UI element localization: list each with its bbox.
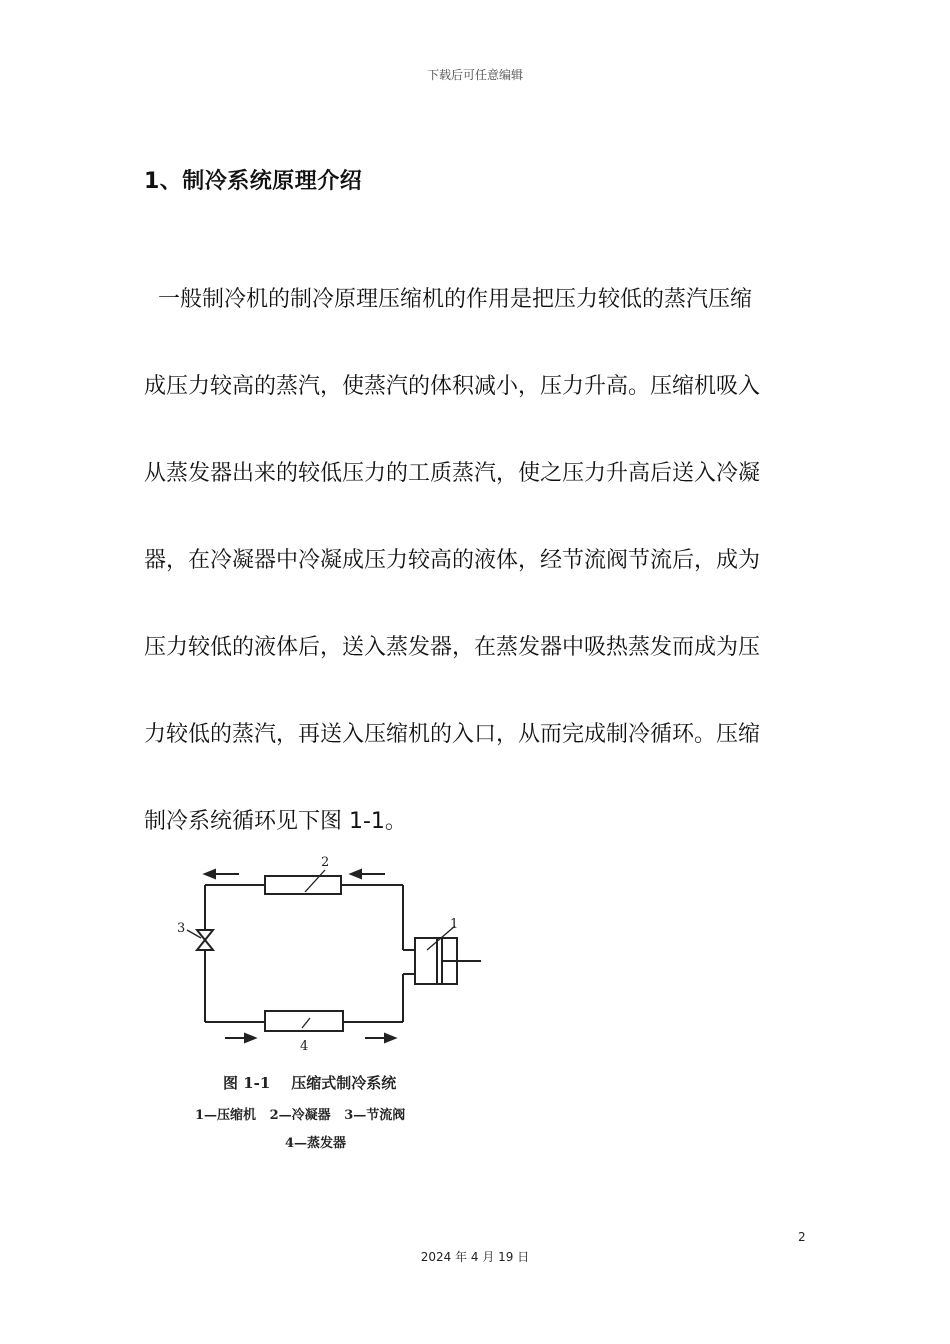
paragraph-line-5: 压力较低的液体后，送入蒸发器，在蒸发器中吸热蒸发而成为压 [144, 635, 761, 660]
figure-caption: 图 1-1 压缩式制冷系统 [223, 1074, 397, 1092]
paragraph-line-1: 一般制冷机的制冷原理压缩机的作用是把压力较低的蒸汽压缩 [144, 287, 752, 312]
paragraph-line-3: 从蒸发器出来的较低压力的工质蒸汽，使之压力升高后送入冷凝 [144, 461, 761, 486]
evaporator-box [265, 1011, 343, 1031]
paragraph-line-6: 力较低的蒸汽，再送入压缩机的入口，从而完成制冷循环。压缩 [144, 722, 761, 747]
paragraph-line-7: 制冷系统循环见下图 1-1。 [144, 809, 407, 834]
label-compressor: 1 [450, 917, 459, 932]
evaporator-leader [302, 1018, 310, 1028]
label-evaporator: 4 [300, 1039, 309, 1054]
header-note: 下载后可任意编辑 [426, 68, 523, 82]
condenser-box [265, 876, 341, 894]
label-valve: 3 [177, 921, 186, 936]
arrow-top-left-head [205, 870, 215, 878]
arrow-bottom-left-head [245, 1034, 255, 1042]
arrow-top-right-head [351, 870, 361, 878]
figure-legend-line-1: 1—压缩机 2—冷凝器 3—节流阀 [195, 1108, 406, 1123]
paragraph-line-4: 器，在冷凝器中冷凝成压力较高的液体，经节流阀节流后，成为 [144, 548, 761, 573]
arrow-bottom-right-head [385, 1034, 395, 1042]
section-title: 1、制冷系统原理介绍 [144, 169, 363, 194]
figure-legend-line-2: 4—蒸发器 [285, 1136, 347, 1151]
footer-date: 2024 年 4 月 19 日 [420, 1250, 530, 1264]
body-paragraph [144, 256, 794, 865]
condenser-leader [305, 870, 325, 892]
refrigeration-cycle-figure [165, 850, 495, 1160]
page-number: 2 [798, 1230, 806, 1244]
label-condenser: 2 [321, 855, 330, 870]
paragraph-line-2: 成压力较高的蒸汽，使蒸汽的体积减小，压力升高。压缩机吸入 [144, 374, 761, 399]
valve-lower-triangle [197, 940, 213, 950]
cycle-diagram [165, 850, 495, 1070]
